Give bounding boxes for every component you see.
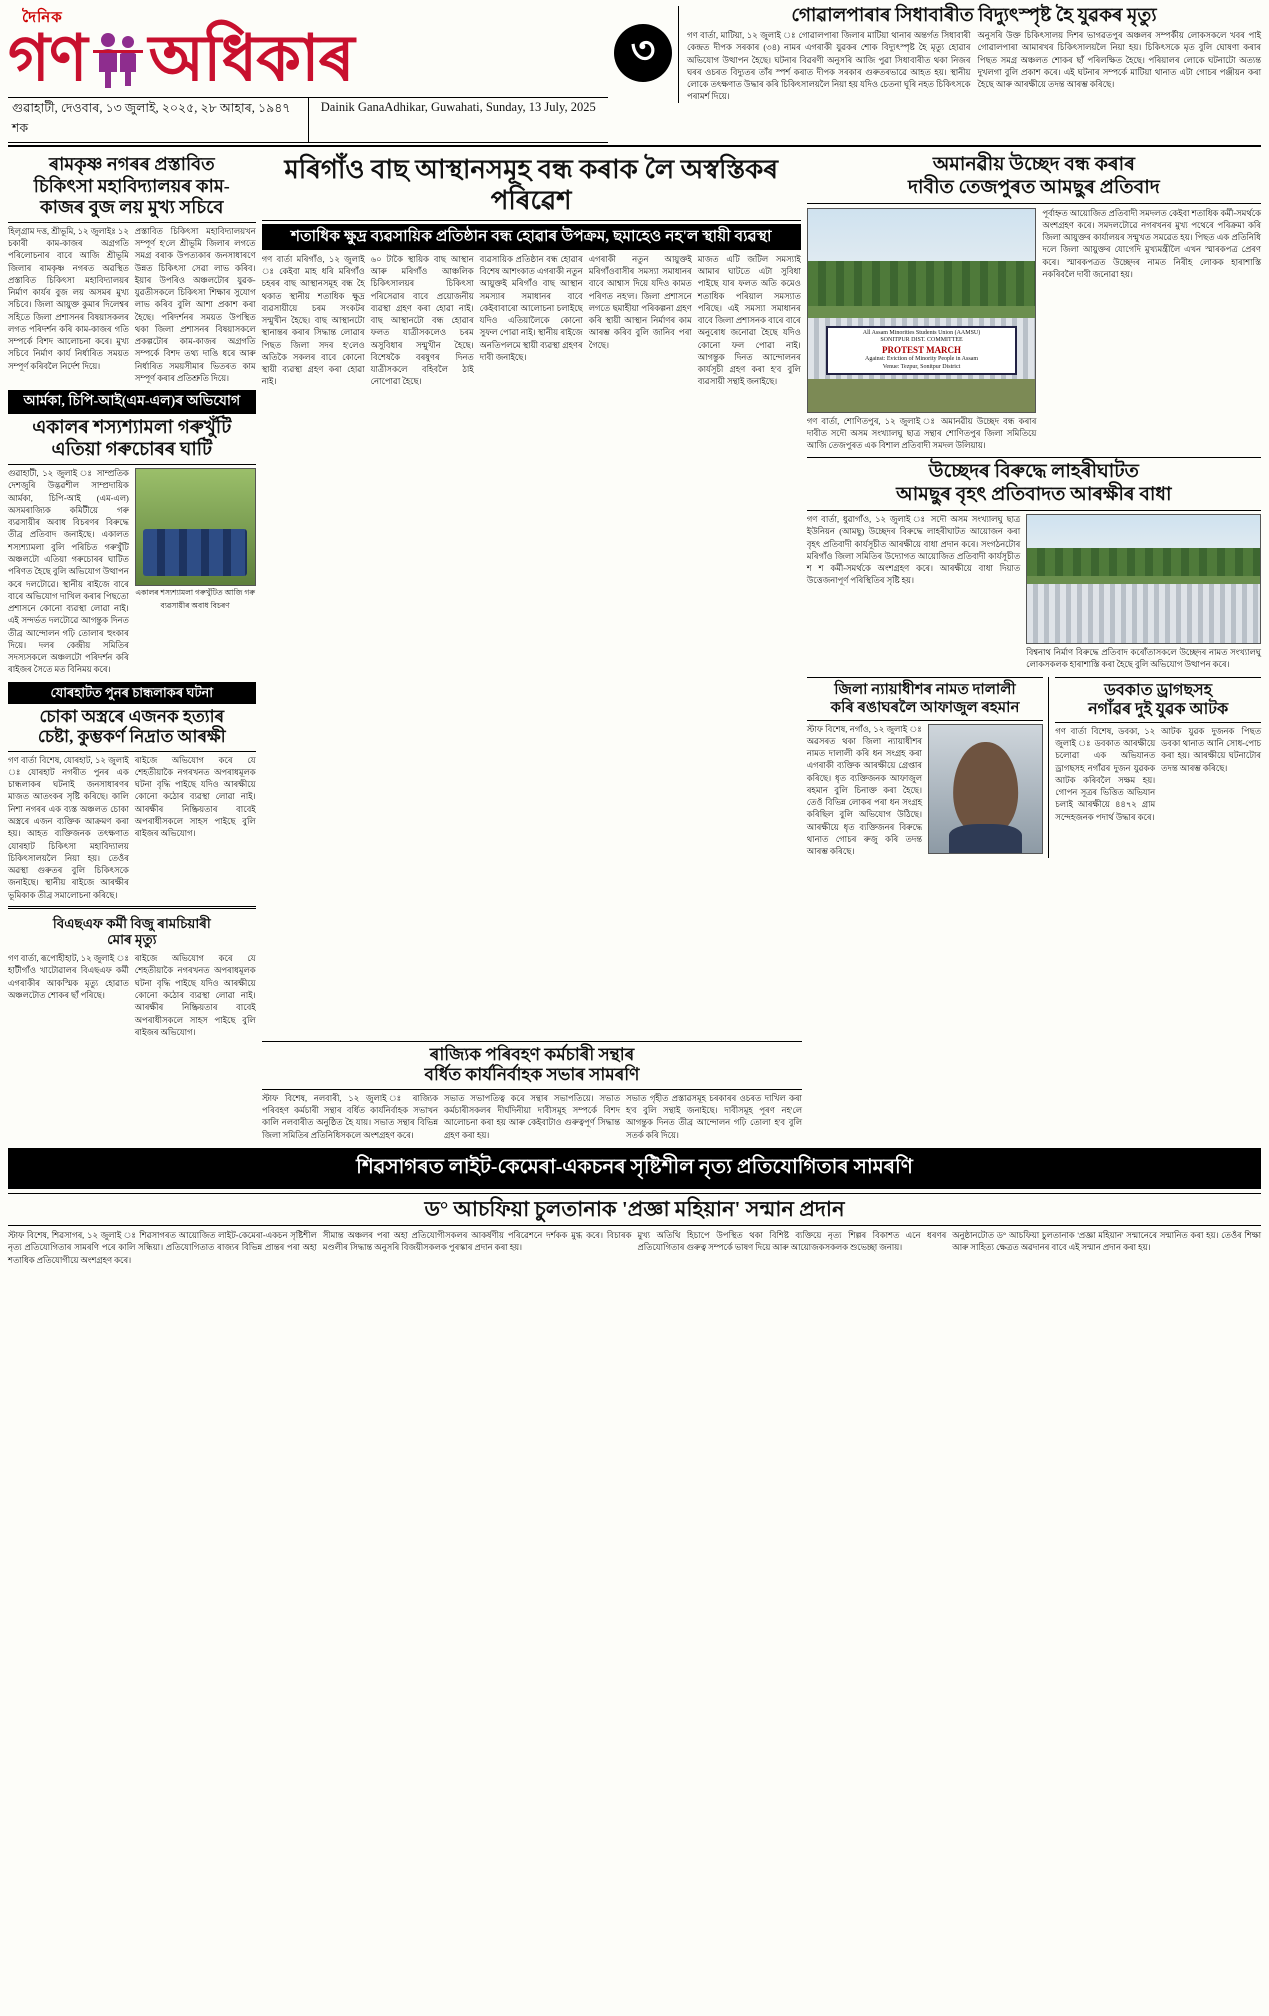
- cattle-field-photo: [135, 468, 256, 586]
- top-story-col-1: গণ বাৰ্তা, মাটিয়া, ১২ জুলাই ঃ গোৱালপাৰা জিলাৰ মাটিয়া থানাৰ অন্তৰ্গত সিধাবাৰী কেন্দ্ৰত দীপক সৰকাৰ (৩৪) নামৰ এগৰাকী যুৱকৰ শোক বিদ্যুৎস্পৃষ্ট হৈ মৃত্যু হোৱাৰ অভিযোগ উত্থাপন হৈছে। ঘটনাৰ বিৱৰণী অনুসৰি আজি পুৱা সিধাবাৰীত থকা নিজৰ ঘৰৰ ওচৰত বিদ্যুতৰ তাঁৰ স্পৰ্শ কৰাত দীপক সৰকাৰ গুৰুতৰভাৱে আহত হয়। স্থানীয় লোকে তৎক্ষণাত উদ্ধাৰ কৰি চিকিৎসালয়লৈ নিয়া হয় যদিও চেতনা ঘূৰি নহত চিকিৎসকে পৰামৰ্শ দিয়ে।: [687, 31, 971, 102]
- portrait-face: [953, 742, 1019, 834]
- body-col-2: সভাত সভাপতিত্ব কৰে সন্থাৰ সভাপতিয়ে। সভাত কৰ্মচাৰীসকলৰ দীৰ্ঘদিনীয়া দাবীসমূহ সম্পৰ্কে বিশদ আলোচনা কৰা হয় আৰু কেইবাটাও গুৰুত্বপূৰ্ণ সিদ্ধান্ত গ্ৰহণ কৰা হয়।: [444, 1093, 620, 1140]
- body-col-5: মাজত এটি জটিল সমস্যাই আমাৰ ঘাটতে এটা সুবিধা পাইছে যাৰ ফলত অতি কমেও শতাধিক পৰিয়াল সমস্যাত পৰিছে। এই সমস্যা সমাধানৰ বাবে জিলা প্ৰশাসনক বাৰে বাৰে অনুৰোধ জনোৱা হৈছে যদিও কোনো ফল পোৱা নাই। আগন্তুক দিনত আন্দোলনৰ কাৰ্যসূচী গ্ৰহণ কৰা হ'ব বুলি ব্যৱসায়ী সন্থাই জনাইছে।: [697, 254, 801, 387]
- family-logo: [91, 30, 145, 88]
- body-col-1: [807, 514, 1020, 672]
- para-1: স্টাফ বিশেষ, নগাঁও, ১২ জুলাই ঃ অৱসৰত থকা জিলা ন্যায়াধীশৰ নামত দালালী কৰি ধন সংগ্ৰহ কৰা এগৰাকী ব্যক্তিক আৰক্ষীয়ে গ্ৰেপ্তাৰ কৰিছে।: [806, 724, 922, 783]
- accused-portrait-photo: [928, 724, 1043, 854]
- right-article-2-body: [807, 514, 1261, 672]
- top-story-col-2: অনুসৰি উক্ত চিকিৎসালয় দিশৰ ভাগৱতপুৰ অঞ্চলৰ সম্পৰ্কীয় লোকসকলে খবৰ পাই গোৱালপাৰা আমাৰখৰ চিকিৎসালয়লৈ নিয়া হয়। চিকিৎসকে মৃত বুলি ঘোষণা কৰাৰ পিছত সমগ্ৰ অঞ্চলত শোকৰ ছাঁ পৰিলক্ষিত হৈছে। পৰিয়ালৰ লোকে ঘটনাটো অত্যন্ত দুখলগা বুলি প্ৰকাশ কৰে। এই ঘটনাৰ সম্পৰ্কে মাটিয়া থানাত এটা গোচৰ পঞ্জীয়ন কৰা হৈছে আৰু আৰক্ষীয়ে তদন্ত আৰম্ভ কৰিছে।: [977, 31, 1261, 90]
- para-1: গণ বাৰ্তা বিশেষ, যোৰহাট, ১২ জুলাই ঃ যোৰহাট নগৰীত পুনৰ এক চান্ধলাকৰ ঘটনাই জনসাধাৰণৰ মাজত আতংকৰ সৃষ্টি কৰিছে। কালি নিশা নগৰৰ এক ব্যস্ত অঞ্চলত চোকা অস্ত্ৰৰে এজন ব্যক্তিক আক্ৰমণ কৰা হয়।: [8, 755, 129, 839]
- body-col-1: গণ বাৰ্তা, শোণিতপুৰ, ১২ জুলাই ঃ অমানৱীয় উচ্ছেদ বন্ধ কৰাৰ দাবীত সদৌ অসম সংখ্যালঘু ছাত্ৰ সন্থাৰ শোণিতপুৰ জিলা সমিতিয়ে আজি তেজপুৰত এক বিশাল প্ৰতিবাদী সমদল উলিয়ায়।: [806, 416, 1037, 451]
- para-3: আৰক্ষীয়ে ধৃত ব্যক্তিজনৰ বিৰুদ্ধে থানাত গোচৰ ৰুজু কৰি তদন্ত আৰম্ভ কৰিছে।: [806, 822, 922, 857]
- top-story-columns: [687, 30, 1261, 103]
- headline-line-2: নগাঁৱৰ দুই যুৱক আটক: [1088, 700, 1229, 718]
- masthead-word-gana: গণ: [8, 23, 87, 94]
- lahorighat-photo-wrap: [1026, 514, 1261, 672]
- bottom-banner-2: ড° আচফিয়া চুলতানাক 'প্ৰজ্ঞা মহিয়ান' সন্মান প্ৰদান: [8, 1193, 1261, 1226]
- right-article-1-body: [807, 208, 1261, 453]
- transport-union-headline: [262, 1041, 802, 1090]
- banner-title: PROTEST MARCH: [881, 344, 962, 355]
- left-article-3-headline: [8, 704, 256, 752]
- portrait-wrap: [928, 724, 1043, 859]
- headline-line-2: বৰ্ধিত কাৰ্যনিৰ্বাহক সভাৰ সামৰণি: [424, 1065, 640, 1085]
- main-subheadline: শতাধিক ক্ষুদ্ৰ ব্যৱসায়িক প্ৰতিষ্ঠান বন্ধ হোৱাৰ উপক্ৰম, ছমাহেও নহ'ল স্থায়ী ব্যৱস্থা: [262, 224, 801, 249]
- headline-line-2: চেষ্টা, কুম্ভকৰ্ণ নিদ্ৰাত আৰক্ষী: [37, 727, 226, 747]
- body-col-2: ৰাইজে অভিযোগ কৰে যে শেহতীয়াকৈ নগৰখনত অপৰাধমূলক ঘটনা বৃদ্ধি পাইছে যদিও আৰক্ষীয়ে কোনো কঠোৰ ব্যৱস্থা লোৱা নাই। আৰক্ষীৰ নিষ্ক্ৰিয়তাৰ বাবেই অপৰাধীসকলে সাহস পাইছে বুলি ৰাইজৰ অভিযোগ।: [134, 954, 256, 1037]
- right-article-2-headline: [807, 457, 1261, 511]
- headline-line-2: আমছুৰ বৃহৎ প্ৰতিবাদত আৰক্ষীৰ বাধা: [896, 484, 1172, 506]
- body-col-1: গণ বাৰ্তা বিশেষ, ডবকা, ১২ জুলাই ঃ ডবকাত আৰক্ষীয়ে চলোৱা এক অভিযানত ড্ৰাগছসহ নগাঁৱৰ দুজন যুৱকক আটক কৰিবলৈ সক্ষম হয়। গোপন সূত্ৰৰ ভিত্তিত অভিযান চলাই আৰক্ষীয়ে ৪৪৭২ গ্ৰাম সন্দেহজনক পদাৰ্থ উদ্ধাৰ কৰে।: [1055, 726, 1156, 822]
- body-col-2: [135, 226, 256, 385]
- para-4: পৰিদৰ্শনৰ সময়ত উপস্থিত থকা জিলা প্ৰশাসনৰ বিষয়াসকলে প্ৰকল্পটোৰ কাম-কাজৰ অগ্ৰগতি সম্পৰ্কে বিশদ তথ্য দাঙি ধৰে আৰু নিৰ্ধাৰিত সময়সীমাৰ ভিতৰত কাম সম্পূৰ্ণ কৰাৰ প্ৰতিশ্ৰুতি দিয়ে।: [134, 312, 256, 383]
- body-col-1: [8, 468, 129, 677]
- left-article-3-kicker: যোৰহাটত পুনৰ চান্ধলাকৰ ঘটনা: [8, 682, 256, 704]
- photo-ground: [808, 379, 1036, 411]
- masthead-left: [8, 6, 608, 143]
- headline-line-3: কাজৰ বুজ লয় মুখ্য সচিবে: [40, 197, 224, 218]
- masthead-dateline: [8, 97, 608, 143]
- body-col-1: [8, 226, 129, 385]
- portrait-shirt: [949, 824, 1022, 852]
- right-article-1-headline: [807, 151, 1261, 204]
- headline-line-2: কৰি ৰঙাঘৰলৈ আফাজুল ৰহমান: [830, 699, 1020, 716]
- left-article-2-kicker: আৰ্মকা, চিপি-আই(এম-এল)ৰ অভিযোগ: [8, 390, 256, 414]
- body-col-3: মুখ্য অতিথি হিচাপে উপস্থিত থকা বিশিষ্ট ব্যক্তিয়ে নৃত্য শিল্পৰ বিকাশত এনে ধৰণৰ প্ৰতিযোগিতাৰ গুৰুত্ব সম্পৰ্কে ভাষণ দিয়ে আৰু আয়োজকসকলক শুভেচ্ছা জনায়।: [637, 1231, 947, 1253]
- para-2: ধৃত ব্যক্তিজনক আফাজুল ৰহমান বুলি চিনাক্ত কৰা হৈছে। তেওঁ বিভিন্ন লোকৰ পৰা ধন সংগ্ৰহ কৰিছিল বুলি অভিযোগ উঠিছে।: [806, 773, 922, 820]
- para-3: ৰাইজে অভিযোগ কৰে যে শেহতীয়াকৈ নগৰখনত অপৰাধমূলক ঘটনা বৃদ্ধি পাইছে যদিও আৰক্ষীয়ে কোনো কঠোৰ ব্যৱস্থা লোৱা নাই। আৰক্ষীৰ নিষ্ক্ৰিয়তাৰ বাবেই অপৰাধীসকলে সাহস পাইছে বুলি ৰাইজৰ অভিযোগ।: [134, 755, 256, 839]
- banner-org: All Assam Minorities Students Union (AAMSU): [862, 329, 981, 336]
- banner-line-2: Venue: Tezpur, Sonitpur District: [882, 363, 961, 370]
- left-photo-wrap: [135, 468, 256, 677]
- mid-lower-block: [8, 1041, 1261, 1142]
- photo-trees: [1027, 548, 1260, 576]
- body-col-1: স্টাফ বিশেষ, নলবাৰী, ১২ জুলাই ঃ ৰাজ্যিক পৰিবহণ কৰ্মচাৰী সন্থাৰ বৰ্ধিত কাৰ্যনিৰ্বাহক সভাখন কালি নলবাৰীত অনুষ্ঠিত হৈ যায়। সভাত সন্থাৰ বিভিন্ন জিলা সমিতিৰ প্ৰতিনিধিসকলে অংশগ্ৰহণ কৰে।: [262, 1093, 438, 1140]
- masthead-word-adhikar: অধিকাৰ: [148, 23, 354, 94]
- body-col-1: স্টাফ বিশেষ, শিৱসাগৰ, ১২ জুলাই ঃ শিৱসাগৰত আয়োজিত লাইট-কেমেৰা-একচন সৃষ্টিশীল নৃত্য প্ৰতিযোগিতাৰ সামৰণি পৰে কালি সন্ধিয়া। প্ৰতিযোগিতাত ৰাজ্যৰ বিভিন্ন প্ৰান্তৰ পৰা অহা শতাধিক প্ৰতিযোগীয়ে অংশগ্ৰহণ কৰে।: [8, 1231, 317, 1265]
- middle-column: [262, 151, 801, 1039]
- protest-photo-wrap: [807, 208, 1037, 453]
- body-col-2: [1042, 208, 1261, 453]
- headline-line-2: চিকিৎসা মহাবিদ্যালয়ৰ কাম-: [33, 175, 230, 196]
- para-3: পিছত এক প্ৰতিনিধি দলে জিলা আয়ুক্তৰ যোগেদি মুখ্যমন্ত্ৰীলৈ এখন স্মাৰকপত্ৰ প্ৰেৰণ কৰে। স্মাৰকপত্ৰত উচ্ছেদৰ নামত নিৰীহ লোকক হাৰাশাস্তি নকৰিবলৈ দাবী জনোৱা হয়।: [1042, 233, 1261, 279]
- para-2: জিলা আয়ুক্ত কুমাৰ দিলেশ্বৰ সহিতে জিলা প্ৰশাসনৰ বিষয়াসকলৰ লগত পৰিদৰ্শন কৰি কাম-কাজৰ গতি সম্পৰ্কে বিশদ আলোচনা কৰে। মুখ্য সচিবে নিৰ্মাণ কাৰ্য নিৰ্ধাৰিত সময়ত সম্পূৰ্ণ কৰিবলৈ নিৰ্দেশ দিয়ে।: [8, 300, 129, 371]
- masthead: [8, 6, 1261, 147]
- right-article-4-body: [807, 724, 1044, 859]
- body-col-1: গণ বাৰ্তা, ৰূপোহীহাট, ১২ জুলাই ঃ হাটীগাঁও খাটোৱালৰ বিএছএফ কৰ্মী এগৰাকীৰ আকস্মিক মৃত্যু হোৱাত অঞ্চলটোত শোকৰ ছাঁ পৰিছে।: [8, 954, 129, 1001]
- right-article-3-headline: [1055, 677, 1261, 723]
- headline-line-1: অমানৱীয় উচ্ছেদ বন্ধ কৰাৰ: [932, 154, 1135, 175]
- body-col-2: সীমান্ত অঞ্চলৰ পৰা অহা প্ৰতিযোগীসকলৰ আকৰ্ষণীয় পৰিৱেশনে দৰ্শকক মুগ্ধ কৰে। বিচাৰক মণ্ডলীৰ সিদ্ধান্ত অনুসৰি বিজয়ীসকলক পুৰস্কাৰ প্ৰদান কৰা হয়।: [322, 1231, 632, 1253]
- body-col-2: [135, 755, 256, 902]
- main-article-body: [262, 254, 801, 389]
- left-article-4-body: [8, 953, 256, 1039]
- main-headline: মৰিগাঁও বাছ আস্থানসমূহ বন্ধ কৰাক লৈ অস্বস্তিকৰ পৰিৱেশ: [262, 151, 801, 221]
- photo-caption: একালৰ শস্যশ্যামলা গৰুখুঁটিত আজি গৰু ব্যৱসায়ীৰ অবাধ বিচৰণ: [135, 588, 256, 611]
- banner-sub: SONITPUR DIST. COMMITTEE: [880, 337, 963, 344]
- bottom-section: [8, 1148, 1261, 1267]
- para-1: গুৱাহাটী, ১২ জুলাই ঃ সাম্প্ৰতিক দেশজুৰি উদ্ভৱশীল সাম্প্ৰদায়িক আৰ্মকা, চিপি-আই (এম-এল) অসমৰাজ্যিক কমিটীয়ে গৰু ব্যৱসায়ীৰ অবাধ বিচৰণৰ বিৰুদ্ধে তীব্ৰ প্ৰতিবাদ জনাইছে।: [8, 469, 129, 540]
- dateline-english: Dainik GanaAdhikar, Guwahati, Sunday, 13 July, 2025: [320, 100, 596, 114]
- body-col-3: সভাত গৃহীত প্ৰস্তাৱসমূহ চৰকাৰৰ ওচৰত দাখিল কৰা হ'ব বুলি সন্থাই জনাইছে। দাবীসমূহ পূৰণ নহ'লে আগন্তুক দিনত তীব্ৰ আন্দোলন গঢ়ি তোলা হ'ব বুলি সতৰ্ক কৰি দিয়ে।: [626, 1093, 802, 1140]
- right-article-4-headline: [807, 677, 1044, 721]
- body-col-2: বিশ্বনাথ নিৰ্মাণ বিৰুদ্ধে প্ৰতিবাদ কৰোঁতাসকলে উচ্ছেদৰ নামত সংখ্যালঘু লোকসকলক হাৰাশাস্তি কৰা হৈছে বুলি অভিযোগ উত্থাপন কৰে।: [1026, 647, 1261, 670]
- top-story: [678, 6, 1261, 103]
- left-article-2-headline: একালৰ শস্যশ্যামলা গৰুখুঁটি এতিয়া গৰুচোৰৰ ঘাটি: [8, 414, 256, 465]
- lahorighat-protest-photo: [1026, 514, 1261, 644]
- body-col-2: আটক যুৱক দুজনক পিছত ডবকা থানাত আনি সোধ-পোচ কৰা হয়। আৰক্ষীয়ে ঘটনাটোৰ তদন্ত আৰম্ভ কৰিছে।: [1161, 726, 1261, 773]
- para-1: হিলৃগ্ৰাম দত্ত, শ্ৰীভূমি, ১২ জুলাইঃ ১২ চকাৰী কাম-কাজৰ অগ্ৰগতি পৰিলোচনাৰ বাবে আজি শ্ৰীভূমি জিলাৰ ৰামকৃষ্ণ নগৰত অৱস্থিত প্ৰস্তাবিত চিকিৎসা মহাবিদ্যালয়ৰ নিৰ্মাণ কাৰ্যৰ বুজ লয় অসমৰ মুখ্য সচিবে।: [8, 226, 129, 310]
- headline-line-1: চোকা অস্ত্ৰৰে এজনক হত্যাৰ: [39, 706, 225, 726]
- divider: [8, 906, 256, 909]
- masthead-title: [8, 23, 608, 94]
- body-col-1: [8, 755, 129, 902]
- right-article-3: [1055, 677, 1261, 859]
- protest-banner: [826, 326, 1017, 375]
- headline-line-2: মোৰ মৃত্যু: [107, 932, 157, 948]
- para-2: সংগঠনটোৰ মৰিগাঁও জিলা সমিতিৰ উদ্যোগত আয়োজিত প্ৰতিবাদী কাৰ্যসূচীত শ শ কৰ্মী-সমৰ্থকে অংশগ্ৰহণ কৰে। আৰক্ষীয়ে বাধা দিয়াত উত্তেজনাপূৰ্ণ পৰিস্থিতিৰ সৃষ্টি হয়।: [806, 539, 1021, 586]
- body-col-1: [807, 724, 922, 859]
- photo-trees: [808, 261, 1036, 306]
- left-article-2-body: [8, 468, 256, 677]
- headline-line-1: ৰাজ্যিক পৰিবহণ কৰ্মচাৰী সন্থাৰ: [429, 1045, 635, 1065]
- photo-people: [143, 529, 248, 575]
- body-col-4: অনুষ্ঠানটোত ড° আচফিয়া চুলতানাক 'প্ৰজ্ঞা মহিয়ান' সন্মানেৰে সন্মানিত কৰা হয়। তেওঁৰ শিক্ষা আৰু সাহিত্য ক্ষেত্ৰত অৱদানৰ বাবে এই সন্মান প্ৰদান কৰা হয়।: [952, 1231, 1261, 1253]
- transport-union-body: [262, 1093, 802, 1142]
- headline-line-1: উচ্ছেদৰ বিৰুদ্ধে লাহৰীঘাটত: [928, 461, 1139, 483]
- banner-line-1: Against: Eviction of Minority People in Assam: [865, 356, 979, 363]
- bottom-body: [8, 1230, 1261, 1267]
- protest-march-photo: [807, 208, 1037, 413]
- photo-crowd: [1027, 584, 1260, 643]
- body-col-1: গণ বাৰ্তা মৰিগাঁও, ১২ জুলাই ঃ কেইবা মাহ ধৰি মৰিগাঁও চহৰৰ বাছ আস্থানসমূহ বন্ধ হৈ থকাত স্থানীয় শতাধিক ক্ষুদ্ৰ ব্যৱসায়ীয়ে চৰম সংকটৰ সন্মুখীন হৈছে। বাছ আস্থানটো স্থানান্তৰ কৰাৰ সিদ্ধান্ত লোৱাৰ পিছত জিলা সদৰ হ'লেও অতিকৈ সকলৰ বাবে কোনো স্থায়ী ব্যৱস্থা গ্ৰহণ কৰা হোৱা নাই।: [261, 254, 365, 387]
- para-3: এই সন্দৰ্ভত দলটোৱে আগন্তুক দিনত তীব্ৰ আন্দোলন গঢ়ি তোলাৰ হুংকাৰ দিয়ে। দলৰ কেন্দ্ৰীয় সমিতিৰ সদস্যসকলে অঞ্চলটো পৰিদৰ্শন কৰি ৰাইজৰ সৈতে মত বিনিময় কৰে।: [8, 616, 129, 675]
- para-2: একালত শস্যশ্যামলা বুলি পৰিচিত গৰুখুঁটি অঞ্চলটো এতিয়া গৰুচোৰৰ ঘাটিত পৰিণত হৈছে বুলি অভিযোগ উত্থাপন কৰে দলটোৱে। স্থানীয় ৰাইজে বাৰে বাৰে অভিযোগ দাখিল কৰাৰ পিছতো প্ৰশাসনে কোনো ব্যৱস্থা লোৱা নাই।: [8, 530, 129, 614]
- left-article-1-body: [8, 226, 256, 385]
- bottom-banner-1: শিৱসাগৰত লাইট-কেমেৰা-একচনৰ সৃষ্টিশীল নৃত্য প্ৰতিযোগিতাৰ সামৰণি: [8, 1148, 1261, 1189]
- right-lower-section: [807, 677, 1261, 859]
- headline-line-1: জিলা ন্যায়াধীশৰ নামত দালালী: [834, 681, 1016, 698]
- body-col-2: ৬০ টাকৈ স্থায়িক বাছ আস্থান আৰু মৰিগাঁও আঞ্চলিক চিকিৎসালয়ৰ চিকিৎসা পৰিসেৱাৰ বাবে প্ৰয়োজনীয় ব্যৱস্থা গ্ৰহণ কৰা হোৱা নাই। বাছ আস্থানটো বন্ধ হোৱাৰ ফলত যাত্ৰীসকলেও চৰম অসুবিধাৰ সন্মুখীন হৈছে। বিশেষকৈ বৰষুণৰ দিনত যাত্ৰীসকলে বহিবলৈ ঠাই নোপোৱা হৈছে।: [370, 254, 474, 387]
- right-article-4: [807, 677, 1050, 859]
- transport-union-article: [262, 1041, 802, 1142]
- left-column: [8, 151, 256, 1039]
- left-article-3-body: [8, 755, 256, 902]
- left-article-4-headline: [8, 913, 256, 951]
- para-2: পূৰ্বাহ্নত আয়োজিত প্ৰতিবাদী সমদলত কেইবা শতাধিক কৰ্মী-সমৰ্থকে অংশগ্ৰহণ কৰে। সমদলটোৱে নগৰখনৰ মুখ্য পথেৰে পৰিক্ৰমা কৰি জিলা আয়ুক্তৰ কাৰ্যালয়ৰ সন্মুখত সমৱেত হয়।: [1042, 208, 1261, 243]
- headline-line-1: বিএছএফ কৰ্মী বিজু ৰামচিয়াৰী: [52, 915, 211, 931]
- right-article-3-body: [1055, 726, 1261, 824]
- top-story-headline: গোৱালপাৰাৰ সিধাবাৰীত বিদ্যুৎস্পৃষ্ট হৈ যুৱকৰ মৃত্যু: [791, 6, 1157, 26]
- right-column: [807, 151, 1261, 1039]
- dateline-assamese: গুৱাহাটী, দেওবাৰ, ১৩ জুলাই, ২০২৫, ২৮ আহাৰ, ১৯৪৭ শক: [8, 98, 309, 142]
- para-2: আহত ব্যক্তিজনক তৎক্ষণাত যোৰহাট চিকিৎসা মহাবিদ্যালয় চিকিৎসালয়লৈ নিয়া হয়। তেওঁৰ অৱস্থা গুৰুতৰ বুলি চিকিৎসকে জনাইছে। স্থানীয় ৰাইজে আৰক্ষীৰ ভূমিকাক তীব্ৰ সমালোচনা কৰিছে।: [8, 829, 129, 900]
- left-article-1-headline: [8, 151, 256, 223]
- body-col-4: এগৰাকী নতুন আয়ুক্তই মৰিগাঁওবাসীৰ সমস্যা সমাধানৰ বাবে আশ্বাস দিয়ে যদিও কামত পৰিণত নহ'ল। জিলা প্ৰশাসনে লগতে ছমাহীয়া পৰিকল্পনা গ্ৰহণ কৰি স্থায়ী আস্থান নিৰ্মাণৰ কাম আৰম্ভ কৰিব বুলি জানিব পৰা গৈছে।: [588, 254, 692, 350]
- page-number-value: ৩: [614, 24, 672, 82]
- para-3: প্ৰস্তাবিত চিকিৎসা মহাবিদ্যালয়খন সম্পূৰ্ণ হ'লে শ্ৰীভূমি জিলাৰ লগতে সমগ্ৰ বৰাক উপত্যকাৰ জনসাধাৰণে উন্নত চিকিৎসা সেৱা লাভ কৰিব। ইয়াৰ উপৰিও অঞ্চলটোৰ যুৱক-যুৱতীসকলে চিকিৎসা শিক্ষাৰ সুযোগ লাভ কৰিব বুলি আশা প্ৰকাশ কৰা হৈছে।: [134, 226, 256, 322]
- page-content: [8, 151, 1261, 1039]
- para-1: গণ বাৰ্তা, ধুৱাগাঁও, ১২ জুলাই ঃ সদৌ অসম সংখ্যালঘু ছাত্ৰ ইউনিয়ন (আমছু) উচ্ছেদৰ বিৰুদ্ধে লাহৰীঘাটত আয়োজন কৰা বৃহৎ প্ৰতিবাদী কাৰ্যসূচীত আৰক্ষীয়ে বাধা প্ৰদান কৰে।: [806, 514, 1021, 549]
- headline-line-1: ৰামকৃষ্ণ নগৰৰ প্ৰস্তাবিত: [48, 154, 215, 174]
- page-number: [608, 6, 678, 82]
- masthead-kicker: দৈনিক: [22, 10, 63, 26]
- headline-line-1: ডবকাত ড্ৰাগছসহ: [1104, 681, 1213, 699]
- body-col-3: ব্যৱসায়িক প্ৰতিষ্ঠান বন্ধ হোৱাৰ বিশেষ আশংকাত এগৰাকী নতুন আয়ুক্তই মৰিগাঁও বাছ আস্থান সমস্যাৰ সমাধানৰ বাবে কেইবাবাৰো আলোচনা চলাইছে যদিও এতিয়ালৈকে কোনো সুফল পোৱা নাই। স্থানীয় ৰাইজে অনতিপলমে স্থায়ী ব্যৱস্থা গ্ৰহণৰ দাবী জনাইছে।: [479, 254, 583, 362]
- headline-line-2: দাবীত তেজপুৰত আমছুৰ প্ৰতিবাদ: [908, 176, 1160, 198]
